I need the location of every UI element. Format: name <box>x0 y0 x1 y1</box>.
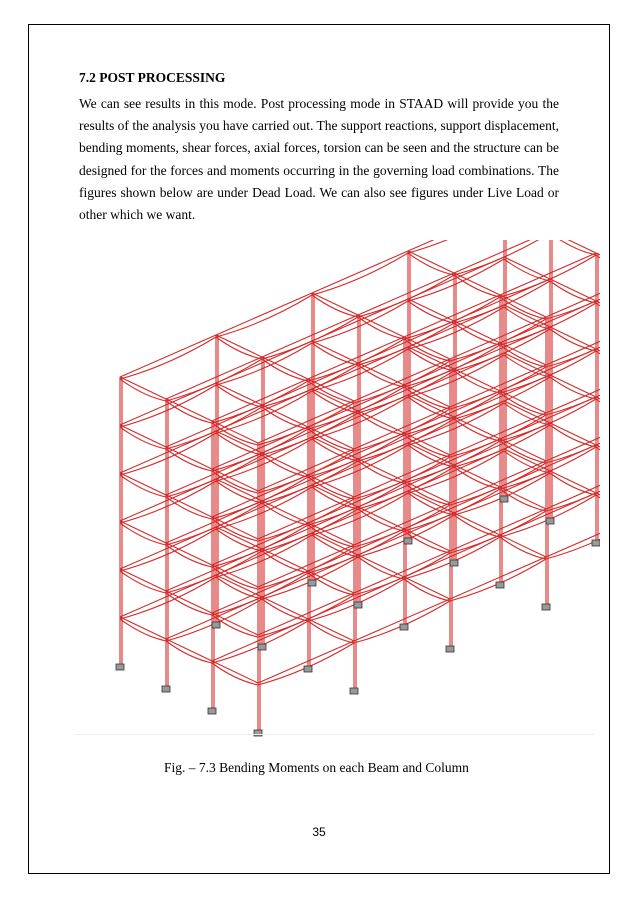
support-block <box>546 518 554 524</box>
frame-beam <box>212 661 258 683</box>
support-block <box>542 604 550 610</box>
frame-beam <box>258 593 354 635</box>
frame-beam <box>354 599 450 641</box>
frame-beam <box>312 253 408 295</box>
frame-beam <box>120 427 166 449</box>
frame-beam <box>166 543 212 565</box>
frame-beam <box>120 569 166 591</box>
frame-beam <box>120 521 166 543</box>
frame-beam <box>262 599 308 621</box>
support-block <box>208 708 216 714</box>
frame-beam <box>120 379 166 401</box>
frame-beam <box>120 425 166 447</box>
frame-beam <box>450 365 546 407</box>
frame-beam <box>354 553 450 595</box>
frame-beam <box>450 509 546 551</box>
frame-beam <box>358 509 404 531</box>
support-block <box>254 730 262 736</box>
frame-beam <box>308 621 354 643</box>
frame-beam <box>404 387 450 409</box>
frame-beam <box>354 601 450 643</box>
frame-beam <box>216 337 262 359</box>
support-block <box>354 602 362 608</box>
support-block <box>446 646 454 652</box>
frame-beam <box>212 567 258 589</box>
page-number: 35 <box>312 825 326 839</box>
frame-beam <box>408 240 504 251</box>
support-block <box>308 580 316 586</box>
frame-beam <box>262 359 308 381</box>
frame-beam <box>450 413 546 455</box>
frame-beam <box>212 663 258 685</box>
support-block <box>592 540 600 546</box>
frame-beam <box>454 419 500 441</box>
frame-beam <box>120 335 216 377</box>
frame-beam <box>216 335 262 357</box>
frame-beam <box>450 511 546 553</box>
frame-beam <box>166 401 212 423</box>
frame-beam <box>166 495 212 517</box>
frame-beam <box>358 315 404 337</box>
frame-beam <box>262 315 358 357</box>
frame-beam <box>312 343 358 365</box>
figure-divider <box>75 734 595 735</box>
frame-beam <box>404 483 450 505</box>
frame-beam <box>454 240 550 273</box>
frame-beam <box>454 240 550 275</box>
frame-beam <box>166 447 212 469</box>
frame-beam <box>454 467 500 489</box>
frame-beam <box>354 551 450 593</box>
frame-beam <box>550 329 596 351</box>
frame-beam <box>550 377 596 399</box>
support-block <box>116 664 124 670</box>
support-block <box>450 560 458 566</box>
frame-beam <box>216 385 262 407</box>
section-heading: 7.2 POST PROCESSING <box>79 70 226 85</box>
frame-beam <box>166 639 212 661</box>
frame-beam <box>500 253 596 295</box>
frame-beam <box>166 641 212 663</box>
section-paragraph: We can see results in this mode. Post processing mode in STAAD will provide you the results of the analysis you have carried out. The support reactions, support displacement, bending moments, shear forces, axial forces, torsion can be seen and the structure can be designed for the forces and moments occurring in the governing load combinations. The figures shown below are under Dead Load. We can also see figures under Live Load or other which we want. <box>79 96 559 223</box>
support-block <box>350 688 358 694</box>
support-block <box>400 624 408 630</box>
support-block <box>304 666 312 672</box>
frame-beam <box>500 297 546 319</box>
frame-beam <box>450 461 546 503</box>
frame-beam <box>312 293 358 315</box>
frame-beam <box>166 591 212 613</box>
frame-beam <box>166 359 262 401</box>
frame-beam <box>358 317 404 339</box>
frame-beam <box>120 617 166 639</box>
frame-beam <box>312 295 358 317</box>
frame-beam <box>454 275 500 297</box>
support-block <box>404 538 412 544</box>
frame-beam <box>258 449 354 491</box>
frame-beam <box>258 401 354 443</box>
frame-beam <box>354 407 450 449</box>
frame-beam <box>454 273 500 295</box>
figure-caption: Fig. – 7.3 Bending Moments on each Beam and Column <box>164 760 469 775</box>
frame-beam <box>212 519 258 541</box>
frame-beam <box>308 477 354 499</box>
frame-beam <box>454 515 500 537</box>
frame-beam <box>120 473 166 495</box>
frame-beam <box>308 525 354 547</box>
frame-beam <box>166 399 212 421</box>
frame-beam <box>358 273 454 315</box>
frame-beam <box>550 473 596 495</box>
frame-beam <box>358 413 404 435</box>
frame-beam <box>262 455 308 477</box>
structure-frame-drawing <box>60 240 600 740</box>
frame-beam <box>308 619 354 641</box>
frame-beam <box>262 551 308 573</box>
frame-beam <box>120 523 166 545</box>
frame-beam <box>120 337 216 379</box>
frame-beam <box>500 393 546 415</box>
frame-beam <box>120 571 166 593</box>
frame-beam <box>358 275 454 317</box>
frame-beam <box>550 425 596 447</box>
frame-beam <box>212 471 258 493</box>
frame-beam <box>216 295 312 337</box>
frame-beam <box>216 293 312 335</box>
frame-beam <box>404 577 450 599</box>
frame-beam <box>258 643 354 685</box>
frame-beam <box>308 381 354 403</box>
frame-beam <box>454 323 500 345</box>
frame-beam <box>454 371 500 393</box>
frame-beam <box>408 251 454 273</box>
frame-beam <box>550 281 596 303</box>
frame-beam <box>120 377 166 399</box>
frame-beam <box>258 641 354 683</box>
frame-beam <box>262 317 358 359</box>
support-block <box>496 582 504 588</box>
support-block <box>162 686 170 692</box>
frame-beam <box>504 259 550 281</box>
frame-beam <box>354 503 450 545</box>
frame-beam <box>500 345 546 367</box>
frame-beam <box>166 357 262 399</box>
frame-beam <box>500 441 546 463</box>
frame-beam <box>358 461 404 483</box>
frame-beam <box>358 365 404 387</box>
frame-beam <box>404 579 450 601</box>
frame-beam <box>408 253 454 275</box>
frame-beam <box>166 593 212 615</box>
frame-beam <box>120 475 166 497</box>
frame-beam <box>450 557 546 599</box>
support-block <box>500 496 508 502</box>
frame-beam <box>312 251 408 293</box>
frame-beam <box>450 317 546 359</box>
frame-beam <box>258 595 354 637</box>
frame-beam <box>262 503 308 525</box>
frame-beam <box>308 429 354 451</box>
frame-beam <box>404 339 450 361</box>
frame-beam <box>408 301 454 323</box>
support-block <box>258 644 266 650</box>
frame-beam <box>354 359 450 401</box>
frame-beam <box>500 537 546 559</box>
bending-moment-figure <box>60 240 600 740</box>
frame-beam <box>308 337 404 379</box>
frame-beam <box>212 379 308 421</box>
frame-beam <box>258 545 354 587</box>
frame-beam <box>262 357 308 379</box>
frame-beam <box>408 240 504 253</box>
frame-beam <box>262 407 308 429</box>
frame-beam <box>166 449 212 471</box>
frame-beam <box>404 435 450 457</box>
frame-beam <box>500 255 596 297</box>
frame-beam <box>404 295 500 337</box>
frame-beam <box>166 497 212 519</box>
frame-beam <box>358 557 404 579</box>
support-block <box>212 622 220 628</box>
frame-beam <box>354 455 450 497</box>
frame-beam <box>212 423 258 445</box>
frame-beam <box>258 497 354 539</box>
frame-beam <box>450 559 546 601</box>
frame-beam <box>120 619 166 641</box>
frame-beam <box>166 545 212 567</box>
frame-beam <box>500 535 546 557</box>
